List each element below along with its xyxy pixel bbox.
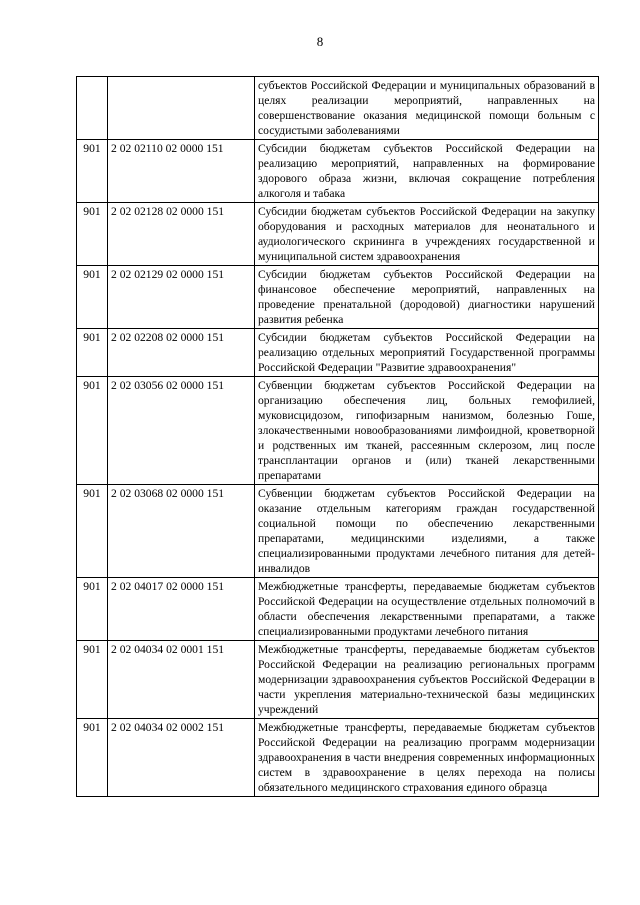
description-cell: Межбюджетные трансферты, передаваемые бюджетам субъектов Российской Федерации на осуществление отдельных полномочий в области обеспечения лекарственными препаратами, а также специализированными продуктами лечебного питания [255, 578, 599, 641]
table-row [77, 719, 599, 797]
budget-code-cell: 2 02 03068 02 0000 151 [108, 485, 255, 578]
budget-code-cell: 2 02 04034 02 0001 151 [108, 641, 255, 719]
table-row [77, 203, 599, 266]
table-row [77, 140, 599, 203]
admin-code-cell: 901 [77, 641, 108, 719]
admin-code-cell: 901 [77, 266, 108, 329]
admin-code-cell: 901 [77, 377, 108, 485]
table-row [77, 77, 599, 140]
budget-code-cell: 2 02 02129 02 0000 151 [108, 266, 255, 329]
admin-code-cell: 901 [77, 485, 108, 578]
description-cell: Субвенции бюджетам субъектов Российской Федерации на оказание отдельным категориям граждан государственной социальной помощи по обеспечению лекарственными препаратами, медицинскими изделиями, а также специализированными продуктами лечебного питания для детей-инвалидов [255, 485, 599, 578]
description-cell: Межбюджетные трансферты, передаваемые бюджетам субъектов Российской Федерации на реализацию региональных программ модернизации здравоохранения субъектов Российской Федерации в части укрепления материально-технической базы медицинских учреждений [255, 641, 599, 719]
budget-code-cell: 2 02 02110 02 0000 151 [108, 140, 255, 203]
budget-code-cell [108, 77, 255, 140]
budget-code-cell: 2 02 03056 02 0000 151 [108, 377, 255, 485]
table-row [77, 485, 599, 578]
description-cell: Субсидии бюджетам субъектов Российской Федерации на финансовое обеспечение мероприятий, направленных на проведение пренатальной (дородовой) диагностики нарушений развития ребенка [255, 266, 599, 329]
table-body [77, 77, 599, 797]
table-row [77, 641, 599, 719]
page-number: 8 [316, 34, 324, 49]
description-cell: субъектов Российской Федерации и муниципальных образований в целях реализации мероприятий, направленных на совершенствование оказания медицинской помощи больным с сосудистыми заболеваниями [255, 77, 599, 140]
budget-code-cell: 2 02 04034 02 0002 151 [108, 719, 255, 797]
table-row [77, 578, 599, 641]
budget-code-cell: 2 02 04017 02 0000 151 [108, 578, 255, 641]
admin-code-cell [77, 77, 108, 140]
description-cell: Субвенции бюджетам субъектов Российской Федерации на организацию обеспечения лиц, больных гемофилией, муковисцидозом, гипофизарным нанизмом, болезнью Гоше, злокачественными новообразованиями лимфоидной, кроветворной и родственных им тканей, рассеянным склерозом, лиц после трансплантации органов и (или) тканей лекарственными препаратами [255, 377, 599, 485]
budget-code-cell: 2 02 02128 02 0000 151 [108, 203, 255, 266]
budget-code-cell: 2 02 02208 02 0000 151 [108, 329, 255, 377]
description-cell: Субсидии бюджетам субъектов Российской Федерации на реализацию отдельных мероприятий Государственной программы Российской Федерации "Развитие здравоохранения" [255, 329, 599, 377]
admin-code-cell: 901 [77, 140, 108, 203]
table-row [77, 266, 599, 329]
budget-classification-table [76, 76, 599, 797]
admin-code-cell: 901 [77, 329, 108, 377]
description-cell: Субсидии бюджетам субъектов Российской Федерации на реализацию мероприятий, направленных на формирование здорового образа жизни, включая сокращение потребления алкоголя и табака [255, 140, 599, 203]
table-row [77, 329, 599, 377]
admin-code-cell: 901 [77, 203, 108, 266]
description-cell: Межбюджетные трансферты, передаваемые бюджетам субъектов Российской Федерации на реализацию программ модернизации здравоохранения в части внедрения современных информационных систем в здравоохранение в целях перехода на полисы обязательного медицинского страхования единого образца [255, 719, 599, 797]
table-row [77, 377, 599, 485]
admin-code-cell: 901 [77, 578, 108, 641]
description-cell: Субсидии бюджетам субъектов Российской Федерации на закупку оборудования и расходных материалов для неонатального и аудиологического скрининга в учреждениях государственной и муниципальной систем здравоохранения [255, 203, 599, 266]
admin-code-cell: 901 [77, 719, 108, 797]
